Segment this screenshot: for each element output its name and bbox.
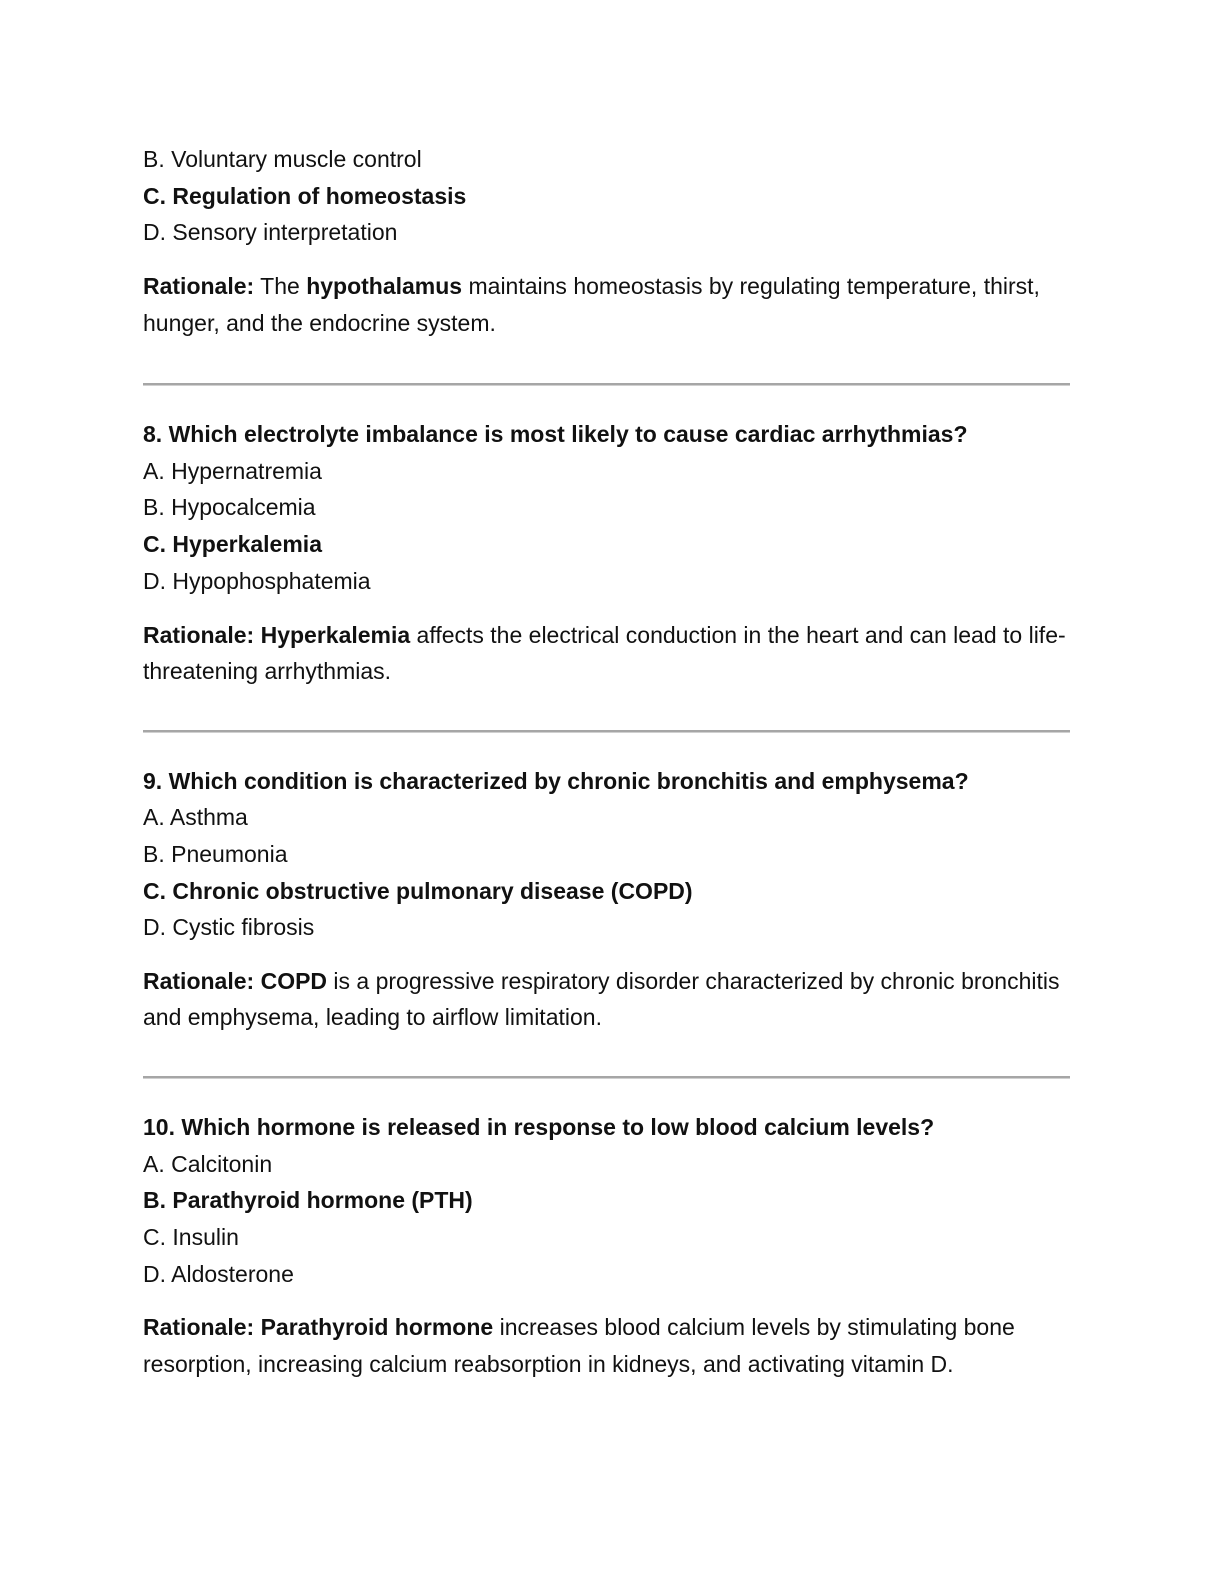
option-a: A. Calcitonin [143, 1150, 273, 1177]
question-7 [143, 141, 1070, 341]
rationale-term: Hyperkalemia [260, 621, 411, 648]
section-divider [143, 730, 1070, 733]
rationale-label: Rationale: [143, 621, 255, 648]
option-c-correct: C. Chronic obstructive pulmonary disease (COPD) [143, 877, 693, 904]
rationale-term: Parathyroid hormone [260, 1314, 494, 1341]
rationale-label: Rationale: [143, 967, 255, 994]
rationale [143, 268, 1070, 341]
option-a: A. Asthma [143, 804, 248, 831]
section-divider [143, 383, 1070, 386]
option-c-correct: C. Regulation of homeostasis [143, 182, 467, 209]
option-c: C. Insulin [143, 1224, 239, 1250]
rationale-term: hypothalamus [306, 273, 463, 300]
question-text: 9. Which condition is characterized by chronic bronchitis and emphysema? [143, 767, 969, 794]
rationale [143, 1309, 1070, 1382]
rationale-term: COPD [260, 967, 328, 994]
option-b: B. Hypocalcemia [143, 494, 316, 521]
question-10 [143, 1109, 1070, 1382]
question-8 [143, 416, 1070, 689]
option-b-correct: B. Parathyroid hormone (PTH) [143, 1187, 473, 1214]
rationale-text: increases blood calcium levels by stimulating bone resorption, increasing calcium reabsorption in kidneys, and activating vitamin D. [143, 1314, 1015, 1377]
question-9 [143, 763, 1070, 1036]
rationale-pre: The [254, 273, 307, 300]
rationale-text: is a progressive respiratory disorder characterized by chronic bronchitis and emphysema, leading to airflow limitation. [143, 967, 1060, 1031]
rationale-text: affects the electrical conduction in the heart and can lead to life-threatening arrhythmias. [143, 621, 1066, 684]
question-text: 8. Which electrolyte imbalance is most likely to cause cardiac arrhythmias? [143, 421, 968, 448]
rationale-label: Rationale: [143, 1314, 255, 1341]
option-d: D. Cystic fibrosis [143, 914, 315, 941]
option-c-correct: C. Hyperkalemia [143, 531, 322, 558]
option-b: B. Pneumonia [143, 840, 288, 867]
question-text: 10. Which hormone is released in response to low blood calcium levels? [143, 1113, 935, 1140]
option-b: B. Voluntary muscle control [143, 146, 422, 172]
option-d: D. Sensory interpretation [143, 219, 398, 246]
document-page [143, 141, 1070, 1382]
option-a: A. Hypernatremia [143, 457, 322, 484]
section-divider [143, 1076, 1070, 1079]
rationale [143, 617, 1070, 690]
rationale-label: Rationale: [143, 273, 255, 300]
option-d: D. Hypophosphatemia [143, 567, 371, 594]
rationale-text: maintains homeostasis by regulating temperature, thirst, hunger, and the endocrine system. [143, 273, 1040, 336]
option-d: D. Aldosterone [143, 1260, 294, 1287]
rationale [143, 963, 1070, 1036]
